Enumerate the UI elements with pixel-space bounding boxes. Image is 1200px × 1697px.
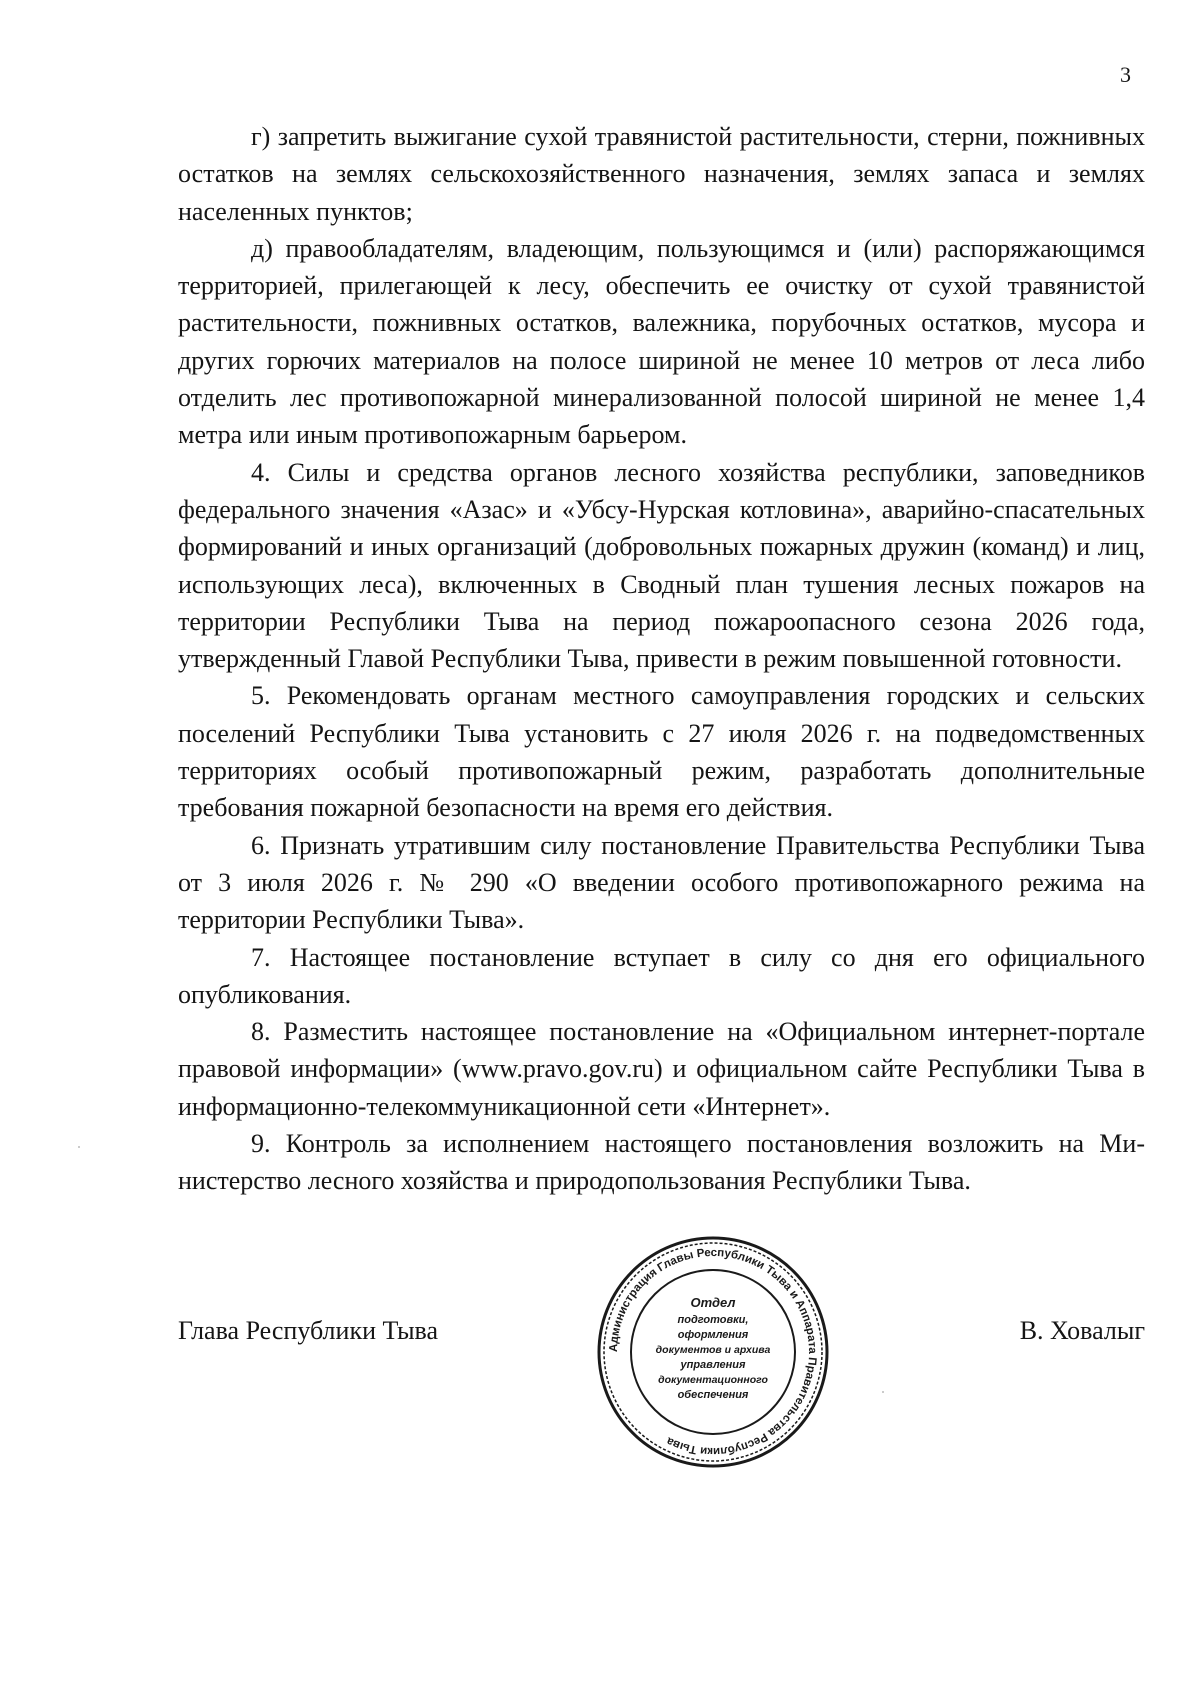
stamp-line: подготовки,	[677, 1314, 749, 1326]
paragraph-9: 9. Контроль за исполнением настоящего постановления возложить на Министерство лесного хозяйства и природопользования Республики Тыва.	[178, 1129, 1145, 1196]
stamp-line: обеспечения	[677, 1389, 749, 1401]
stamp-line: Отдел	[690, 1295, 736, 1310]
stamp-line: управления	[680, 1359, 746, 1371]
paragraph-d: д) правообладателям, владеющим, пользующимся и (или) распоряжающимся территорией, прилегающей к лесу, обеспечить ее очистку от сухой травянистой растительности, пожнивных остатков, валежника, порубочных остатков, мусора и других горючих материалов на полосе шириной не менее 10 метров от леса либо отделить лес противопожарной минерализованной полосой шириной не менее 1,4 метра или иным противопожарным барьером.	[178, 233, 1145, 450]
paragraph-5: 5. Рекомендовать органам местного самоуправления городских и сельских поселений Республики Тыва установить с 27 июля 2026 г. на подведомственных территориях особый противопожарный режим, разработать дополнительные требования пожарной безопасности на время его действия.	[178, 681, 1145, 823]
paragraph-g: г) запретить выжигание сухой травянистой растительности, стерни, пожнивных остатков на землях сельскохозяйственного назначения, землях запаса и землях населенных пунктов;	[178, 122, 1145, 226]
signer-name: В. Ховалыг	[1019, 1316, 1145, 1345]
paragraph-7: 7. Настоящее постановление вступает в силу со дня его официального опубликования.	[178, 942, 1145, 1009]
signer-title: Глава Республики Тыва	[178, 1316, 439, 1345]
scan-speck	[882, 1391, 884, 1393]
paragraph-6: 6. Признать утратившим силу постановление Правительства Республики Тыва от 3 июля 2026 г. № 290 «О введении особого противопожарного режима на территории Республики Тыва».	[178, 830, 1145, 935]
stamp-line: документационного	[658, 1374, 768, 1386]
document-body	[178, 118, 1145, 1200]
stamp-seal-icon	[596, 1235, 830, 1469]
scan-speck	[78, 1146, 80, 1148]
paragraph-4: 4. Силы и средства органов лесного хозяйства республики, заповедников федерального значения «Азас» и «Убсу-Нурская котловина», аварийно-спасательных формирований и иных организаций (добровольных пожарных дружин (команд) и лиц, использующих леса), включенных в Сводный план тушения лесных пожаров на территории Республики Тыва на период пожароопасного сезона 2026 года, утвержденный Главой Республики Тыва, привести в режим повышенной готовности.	[178, 457, 1145, 674]
official-stamp	[596, 1235, 830, 1469]
stamp-line: оформления	[677, 1329, 749, 1341]
stamp-line: документов и архива	[655, 1344, 771, 1356]
page-number: 3	[1120, 62, 1131, 87]
paragraph-8: 8. Разместить настоящее постановление на «Официальном интернет-портале правовой информации» (www.pravo.gov.ru) и официальном сайте Республики Тыва в информационно-телекоммуникационной сети «Интернет».	[178, 1017, 1145, 1121]
stamp-ring-text: Администрация Главы Республики Тыва и Аппарата Правительства Республики Тыва	[607, 1246, 819, 1458]
